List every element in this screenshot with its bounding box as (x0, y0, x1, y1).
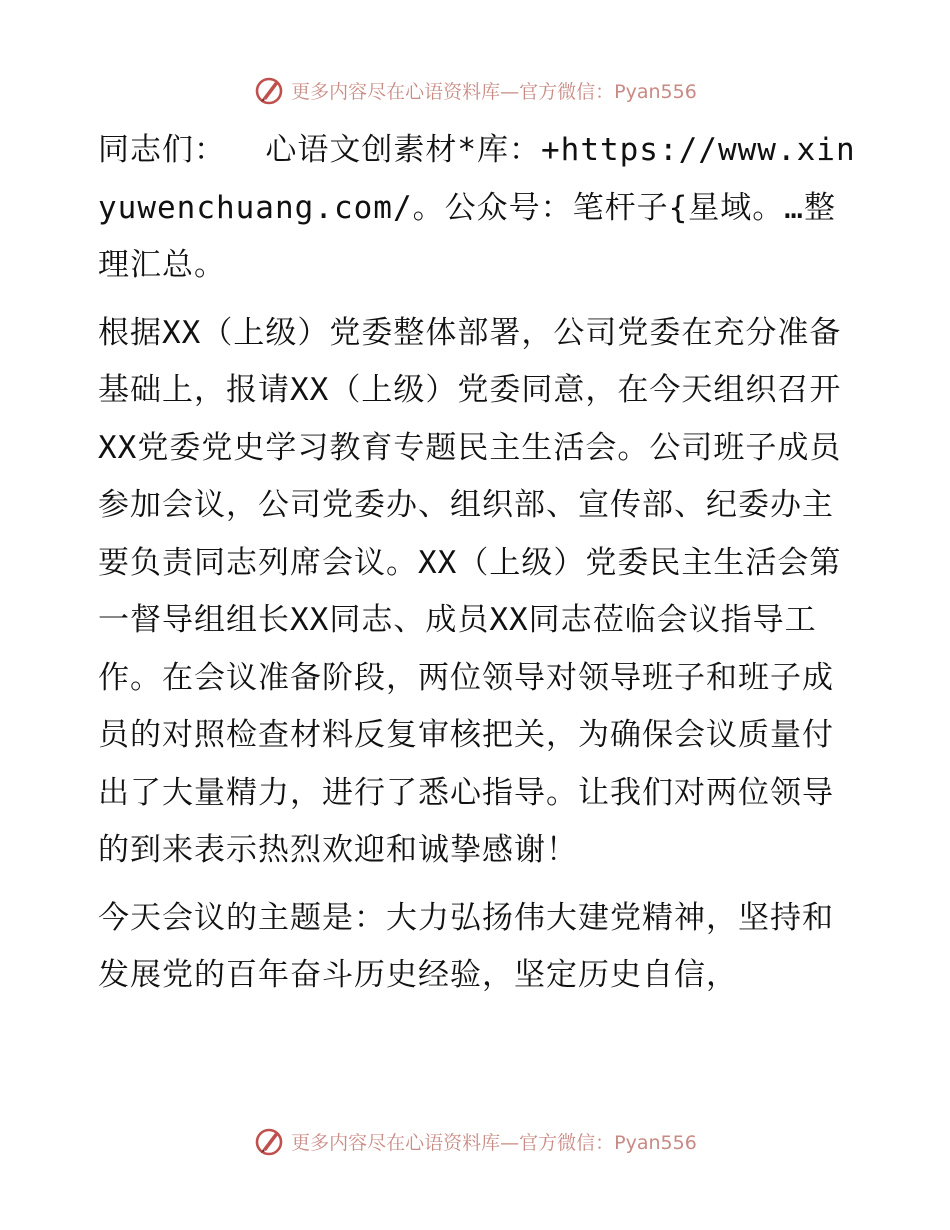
wechat-id: Pyan556 (614, 80, 697, 103)
header-watermark (0, 70, 950, 110)
watermark-text: 更多内容尽在心语资料库—官方微信：Pyan556 (291, 80, 697, 103)
paragraph-background: 根据XX（上级）党委整体部署，公司党委在充分准备基础上，报请XX（上级）党委同意，在今天组织召开XX党委党史学习教育专题民主生活会。公司班子成员参加会议，公司党委办、组织部、宣传部、纪委办主要负责同志列席会议。XX（上级）党委民主生活会第一督导组组长XX同志、成员XX同志莅临会议指导工作。在会议准备阶段，两位领导对领导班子和班子成员的对照检查材料反复审核把关，为确保会议质量付出了大量精力，进行了悉心指导。让我们对两位领导的到来表示热烈欢迎和诚挚感谢！ (98, 314, 842, 868)
wechat-id: Pyan556 (614, 1131, 697, 1154)
paragraph-greeting: 同志们： 心语文创素材*库：+https://www.xinyuwenchuang.com/。公众号：笔杆子{星域。…整理汇总。 (98, 132, 856, 283)
watermark-text: 更多内容尽在心语资料库—官方微信：Pyan556 (291, 1131, 697, 1154)
quill-pen-circle-icon (253, 74, 285, 106)
document-body (98, 122, 858, 1005)
quill-pen-circle-icon (253, 1125, 285, 1157)
paragraph-theme: 今天会议的主题是：大力弘扬伟大建党精神，坚持和发展党的百年奋斗历史经验，坚定历史自信， (98, 899, 834, 993)
footer-watermark (0, 1121, 950, 1161)
